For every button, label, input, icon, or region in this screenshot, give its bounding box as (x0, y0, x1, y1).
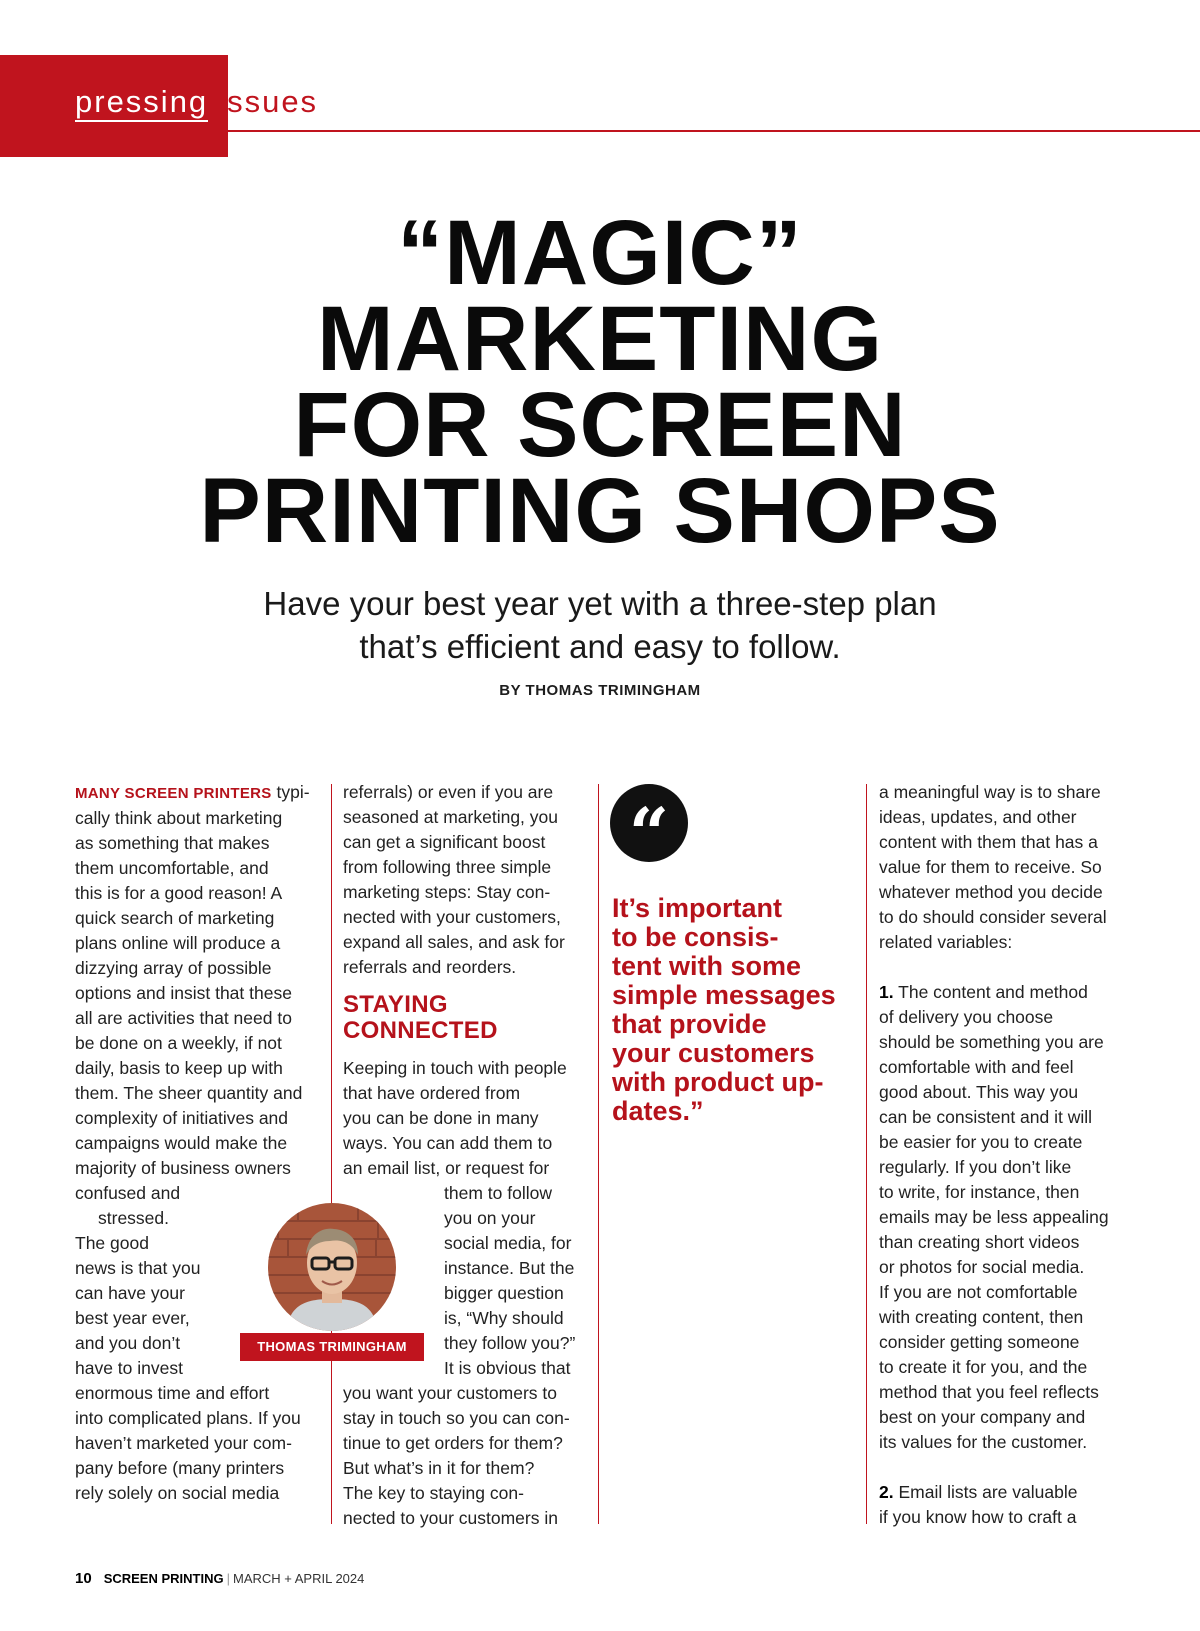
body-line: or photos for social media. (879, 1257, 1085, 1277)
pull-quote (612, 894, 836, 1126)
body-line: them uncomfortable, and (75, 858, 269, 878)
body-line: can be consistent and it will (879, 1107, 1093, 1127)
article-deck (0, 582, 1200, 668)
body-line: If you are not comfortable (879, 1282, 1078, 1302)
body-line: majority of business owners (75, 1158, 291, 1178)
article-title (0, 202, 1200, 562)
deck-line: that’s efficient and easy to follow. (359, 628, 841, 665)
body-line: content with them that has a (879, 832, 1098, 852)
page-number: 10 (75, 1570, 92, 1587)
body-line: seasoned at marketing, you (343, 807, 558, 827)
body-column-1 (75, 780, 325, 1506)
body-line: ideas, updates, and other (879, 807, 1077, 827)
body-line: best year ever, (75, 1308, 190, 1328)
body-line: into complicated plans. If you (75, 1408, 301, 1428)
title-line: MARKETING (316, 288, 884, 390)
body-line: options and insist that these (75, 983, 292, 1003)
body-line: stay in touch so you can con- (343, 1408, 570, 1428)
title-line: “MAGIC” (397, 202, 803, 304)
body-line: news is that you (75, 1258, 201, 1278)
body-line: to create it for you, and the (879, 1357, 1088, 1377)
body-line: have to invest (75, 1358, 183, 1378)
column-divider (598, 784, 599, 1524)
body-line: all are activities that need to (75, 1008, 292, 1028)
body-line: pany before (many printers (75, 1458, 285, 1478)
body-line: this is for a good reason! A (75, 883, 283, 903)
body-line: can get a significant boost (343, 832, 546, 852)
body-line: method that you feel reflects (879, 1382, 1099, 1402)
body-line: marketing steps: Stay con- (343, 882, 551, 902)
body-line: value for them to receive. So (879, 857, 1102, 877)
body-line: cally think about marketing (75, 808, 283, 828)
pull-quote-line: that provide (612, 1009, 767, 1039)
body-line: Email lists are valuable (898, 1482, 1078, 1502)
body-line: them to follow (444, 1183, 552, 1203)
section-label-word1: pressing (75, 84, 208, 122)
subhead-line: STAYING (343, 991, 448, 1018)
section-label (75, 84, 318, 120)
list-number: 2. (879, 1482, 894, 1502)
body-line: to write, for instance, then (879, 1182, 1080, 1202)
body-line: them. The sheer quantity and (75, 1083, 303, 1103)
body-line: ways. You can add them to (343, 1133, 553, 1153)
body-line: complexity of initiatives and (75, 1108, 289, 1128)
body-line: can have your (75, 1283, 185, 1303)
body-line: nected with your customers, (343, 907, 561, 927)
body-line: social media, for (444, 1233, 572, 1253)
body-line: if you know how to craft a (879, 1507, 1077, 1527)
body-line: haven’t marketed your com- (75, 1433, 292, 1453)
list-number: 1. (879, 982, 894, 1002)
body-line: consider getting someone (879, 1332, 1080, 1352)
body-line: campaigns would make the (75, 1133, 288, 1153)
body-line: confused and (75, 1183, 181, 1203)
column-divider (866, 784, 867, 1524)
pull-quote-line: to be consis- (612, 922, 779, 952)
body-line: whatever method you decide (879, 882, 1103, 902)
body-line: and you don’t (75, 1333, 181, 1353)
body-line: is, “Why should (444, 1308, 564, 1328)
body-line: should be something you are (879, 1032, 1104, 1052)
photo-caption: THOMAS TRIMINGHAM (240, 1333, 424, 1361)
title-line: PRINTING SHOPS (199, 460, 1001, 562)
body-line: Keeping in touch with people (343, 1058, 567, 1078)
footer-separator: | (226, 1571, 230, 1586)
subhead-line: CONNECTED (343, 1017, 498, 1044)
body-line: referrals) or even if you are (343, 782, 554, 802)
page-footer (75, 1570, 364, 1587)
body-line: dizzying array of possible (75, 958, 272, 978)
body-line: related variables: (879, 932, 1013, 952)
column-divider (331, 784, 332, 1524)
byline: BY THOMAS TRIMINGHAM (499, 682, 701, 699)
body-line: an email list, or request for (343, 1158, 550, 1178)
body-line: of delivery you choose (879, 1007, 1054, 1027)
body-line: be easier for you to create (879, 1132, 1083, 1152)
body-line: that have ordered from (343, 1083, 521, 1103)
body-line: regularly. If you don’t like (879, 1157, 1072, 1177)
body-line: The key to staying con- (343, 1483, 524, 1503)
body-line: expand all sales, and ask for (343, 932, 565, 952)
body-line: plans online will produce a (75, 933, 281, 953)
body-line: instance. But the (444, 1258, 575, 1278)
pull-quote-line: dates.” (612, 1096, 704, 1126)
author-photo (268, 1203, 396, 1331)
body-line: stressed. (98, 1208, 169, 1228)
body-line: But what’s in it for them? (343, 1458, 535, 1478)
body-line: enormous time and effort (75, 1383, 270, 1403)
body-line: you on your (444, 1208, 536, 1228)
body-line: daily, basis to keep up with (75, 1058, 283, 1078)
body-column-4 (879, 780, 1139, 1530)
lead-in: MANY SCREEN PRINTERS (75, 785, 272, 802)
pull-quote-line: It’s important (612, 893, 783, 923)
body-line: tinue to get orders for them? (343, 1433, 563, 1453)
magazine-name: SCREEN PRINTING (103, 1571, 224, 1586)
body-line: typi- (276, 782, 310, 802)
pull-quote-line: with product up- (612, 1067, 824, 1097)
body-line: you can be done in many (343, 1108, 539, 1128)
body-line: to do should consider several (879, 907, 1107, 927)
body-line: they follow you?” (444, 1333, 576, 1353)
body-line: its values for the customer. (879, 1432, 1088, 1452)
body-line: nected to your customers in (343, 1508, 558, 1528)
body-line: a meaningful way is to share (879, 782, 1101, 802)
issue-date: MARCH + APRIL 2024 (232, 1571, 365, 1586)
body-line: The content and method (898, 982, 1088, 1002)
pull-quote-line: simple messages (612, 980, 836, 1010)
title-line: FOR SCREEN (293, 374, 907, 476)
body-line: best on your company and (879, 1407, 1086, 1427)
body-line: It is obvious that (444, 1358, 571, 1378)
body-line: quick search of marketing (75, 908, 275, 928)
pull-quote-line: tent with some (612, 951, 802, 981)
body-line: good about. This way you (879, 1082, 1079, 1102)
body-line: comfortable with and feel (879, 1057, 1074, 1077)
body-line: referrals and reorders. (343, 957, 517, 977)
body-line: emails may be less appealing (879, 1207, 1109, 1227)
body-line: as something that makes (75, 833, 270, 853)
body-line: from following three simple (343, 857, 552, 877)
body-line: The good (75, 1233, 149, 1253)
body-line: you want your customers to (343, 1383, 557, 1403)
body-line: bigger question (444, 1283, 564, 1303)
section-subhead (343, 992, 593, 1044)
body-line: than creating short videos (879, 1232, 1080, 1252)
body-column-2 (343, 780, 593, 1531)
section-label-word2: issues (218, 84, 319, 119)
deck-line: Have your best year yet with a three-step plan (263, 585, 937, 622)
pull-quote-line: your customers (612, 1038, 815, 1068)
body-line: rely solely on social media (75, 1483, 280, 1503)
header-rule (228, 130, 1200, 132)
body-line: be done on a weekly, if not (75, 1033, 282, 1053)
body-line: with creating content, then (879, 1307, 1084, 1327)
quotation-mark-icon: “ (610, 784, 688, 862)
